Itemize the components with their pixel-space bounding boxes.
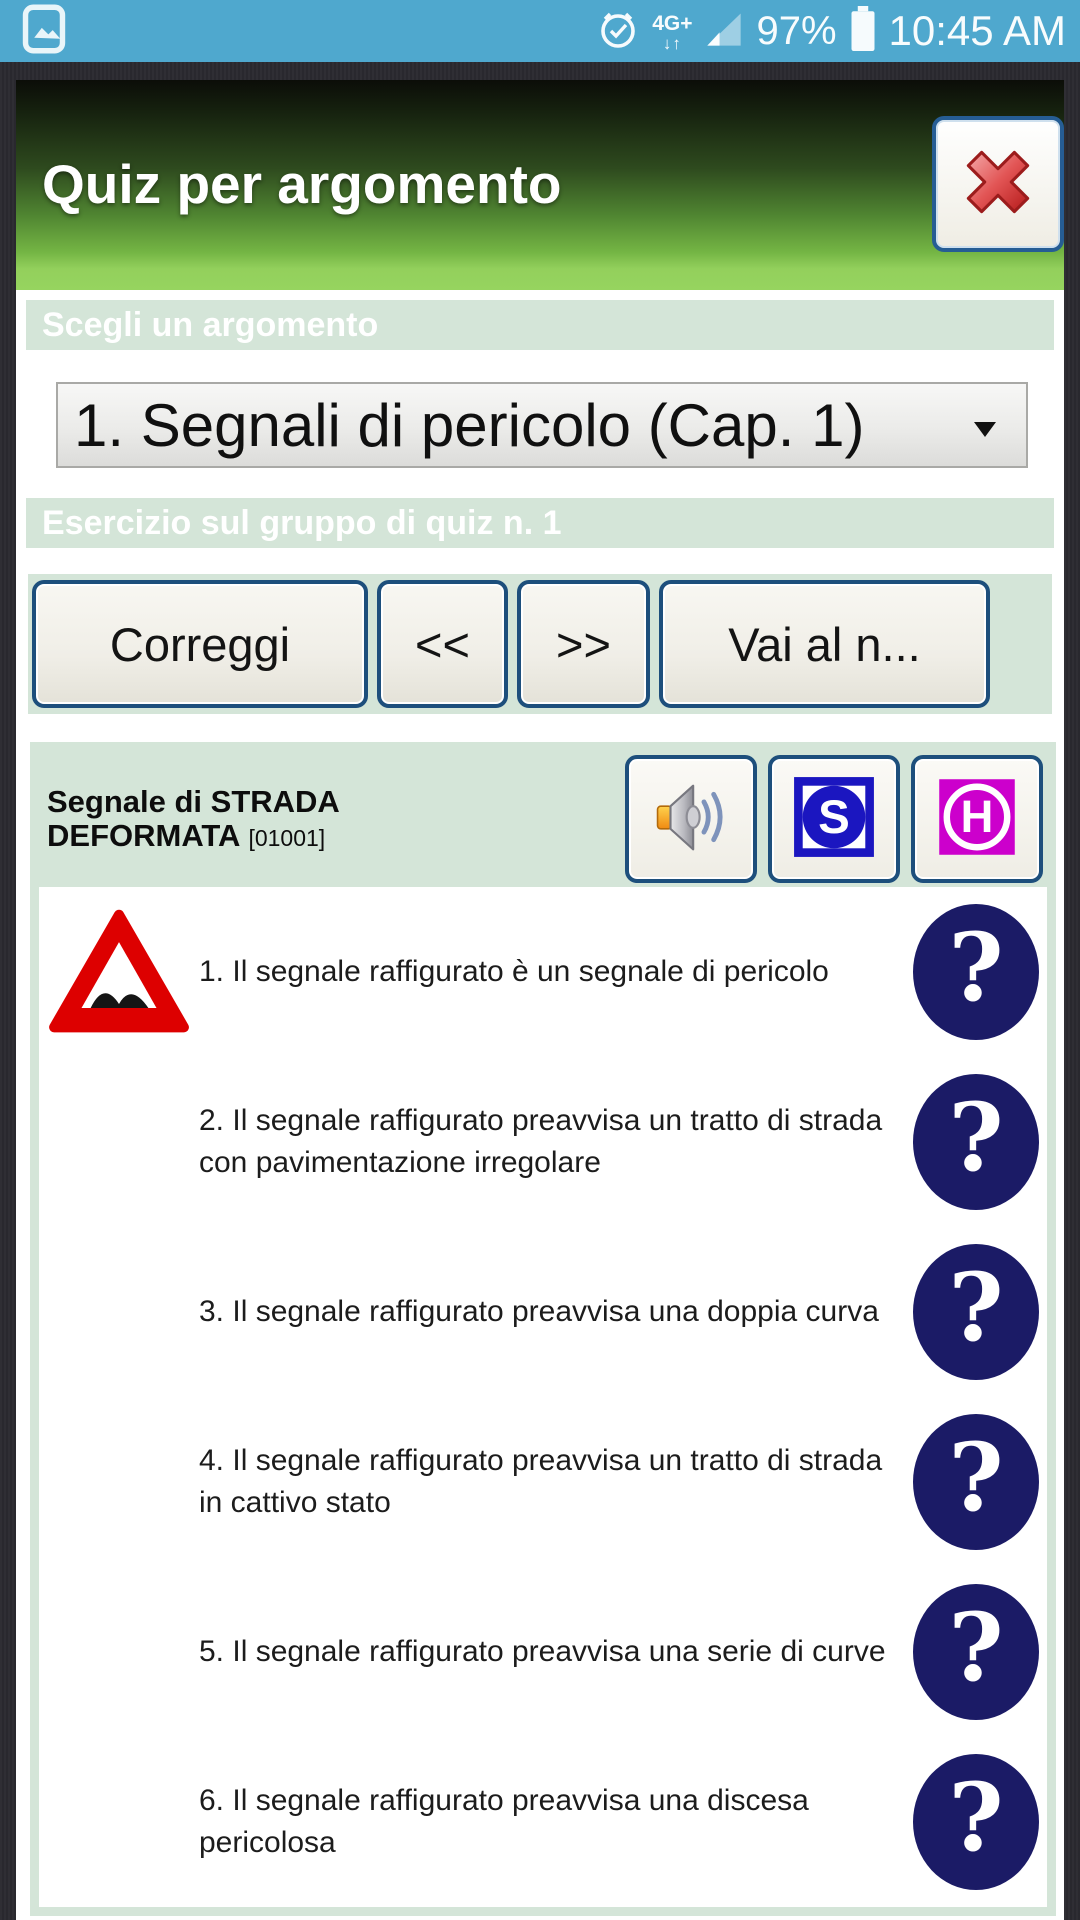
question-row [39, 1227, 1047, 1397]
battery-percent-text: 97% [756, 8, 837, 53]
answer-toggle-button[interactable] [913, 1754, 1039, 1890]
exercise-group-label: Esercizio sul gruppo di quiz n. 1 [26, 498, 1054, 548]
question-mark-icon: ? [948, 913, 1004, 1023]
status-bar [0, 0, 1080, 62]
sign-title-text: Segnale di STRADA DEFORMATA [47, 783, 339, 853]
page-title: Quiz per argomento [42, 153, 562, 215]
screenshot-gallery-icon [20, 4, 68, 59]
question-text: 4. Il segnale raffigurato preavvisa un tratto di strada in cattivo stato [199, 1444, 883, 1519]
topic-dropdown-value: 1. Segnali di pericolo (Cap. 1) [74, 391, 865, 459]
question-text: 6. Il segnale raffigurato preavvisa una discesa pericolosa [199, 1784, 809, 1859]
next-group-button[interactable]: >> [517, 580, 650, 708]
goto-number-button[interactable]: Vai al n... [659, 580, 990, 708]
battery-icon [849, 6, 877, 57]
close-x-icon [952, 136, 1044, 233]
s-badge-icon [793, 776, 875, 863]
sign-code: [01001] [248, 825, 326, 851]
data-arrows-icon: ↓↑ [662, 33, 682, 53]
app-header [16, 80, 1064, 290]
question-row [39, 1567, 1047, 1737]
question-mark-icon: ? [948, 1253, 1004, 1363]
clock-text: 10:45 AM [888, 7, 1066, 54]
question-text: 2. Il segnale raffigurato preavvisa un tratto di strada con pavimentazione irregolare [199, 1104, 883, 1179]
statistics-s-button[interactable] [768, 755, 900, 883]
question-row [39, 1057, 1047, 1227]
question-mark-icon: ? [948, 1083, 1004, 1193]
check-answers-button[interactable]: Correggi [32, 580, 368, 708]
quiz-panel-header [39, 751, 1047, 887]
question-row [39, 887, 1047, 1057]
quiz-panel [30, 742, 1056, 1916]
topic-dropdown[interactable] [56, 382, 1028, 468]
chevron-down-icon [974, 422, 996, 437]
question-text: 3. Il segnale raffigurato preavvisa una doppia curva [199, 1295, 879, 1328]
question-row [39, 1397, 1047, 1567]
answer-toggle-button[interactable] [913, 904, 1039, 1040]
question-text: 5. Il segnale raffigurato preavvisa una serie di curve [199, 1635, 886, 1668]
alarm-icon [596, 6, 640, 57]
question-row [39, 1737, 1047, 1907]
previous-group-button[interactable]: << [377, 580, 508, 708]
answer-toggle-button[interactable] [913, 1414, 1039, 1550]
network-type-indicator: 4G+ ↓↑ [652, 11, 693, 53]
answer-toggle-button[interactable] [913, 1584, 1039, 1720]
sign-title [47, 785, 614, 853]
help-h-button[interactable] [911, 755, 1043, 883]
question-mark-icon: ? [948, 1423, 1004, 1533]
quiz-toolbar [28, 574, 1052, 714]
signal-strength-icon [704, 8, 744, 55]
audio-button[interactable] [625, 755, 757, 883]
answer-toggle-button[interactable] [913, 1074, 1039, 1210]
answer-toggle-button[interactable] [913, 1244, 1039, 1380]
h-badge-icon [936, 776, 1018, 863]
svg-text:H: H [960, 790, 994, 842]
question-mark-icon: ? [948, 1593, 1004, 1703]
question-text: 1. Il segnale raffigurato è un segnale di pericolo [199, 955, 829, 988]
strada-deformata-sign-image [43, 901, 195, 1044]
quiz-page [16, 80, 1064, 1920]
choose-topic-label: Scegli un argomento [26, 300, 1054, 350]
question-mark-icon: ? [948, 1763, 1004, 1873]
close-button[interactable] [932, 116, 1064, 252]
svg-text:S: S [818, 790, 850, 844]
speaker-icon [650, 776, 732, 863]
